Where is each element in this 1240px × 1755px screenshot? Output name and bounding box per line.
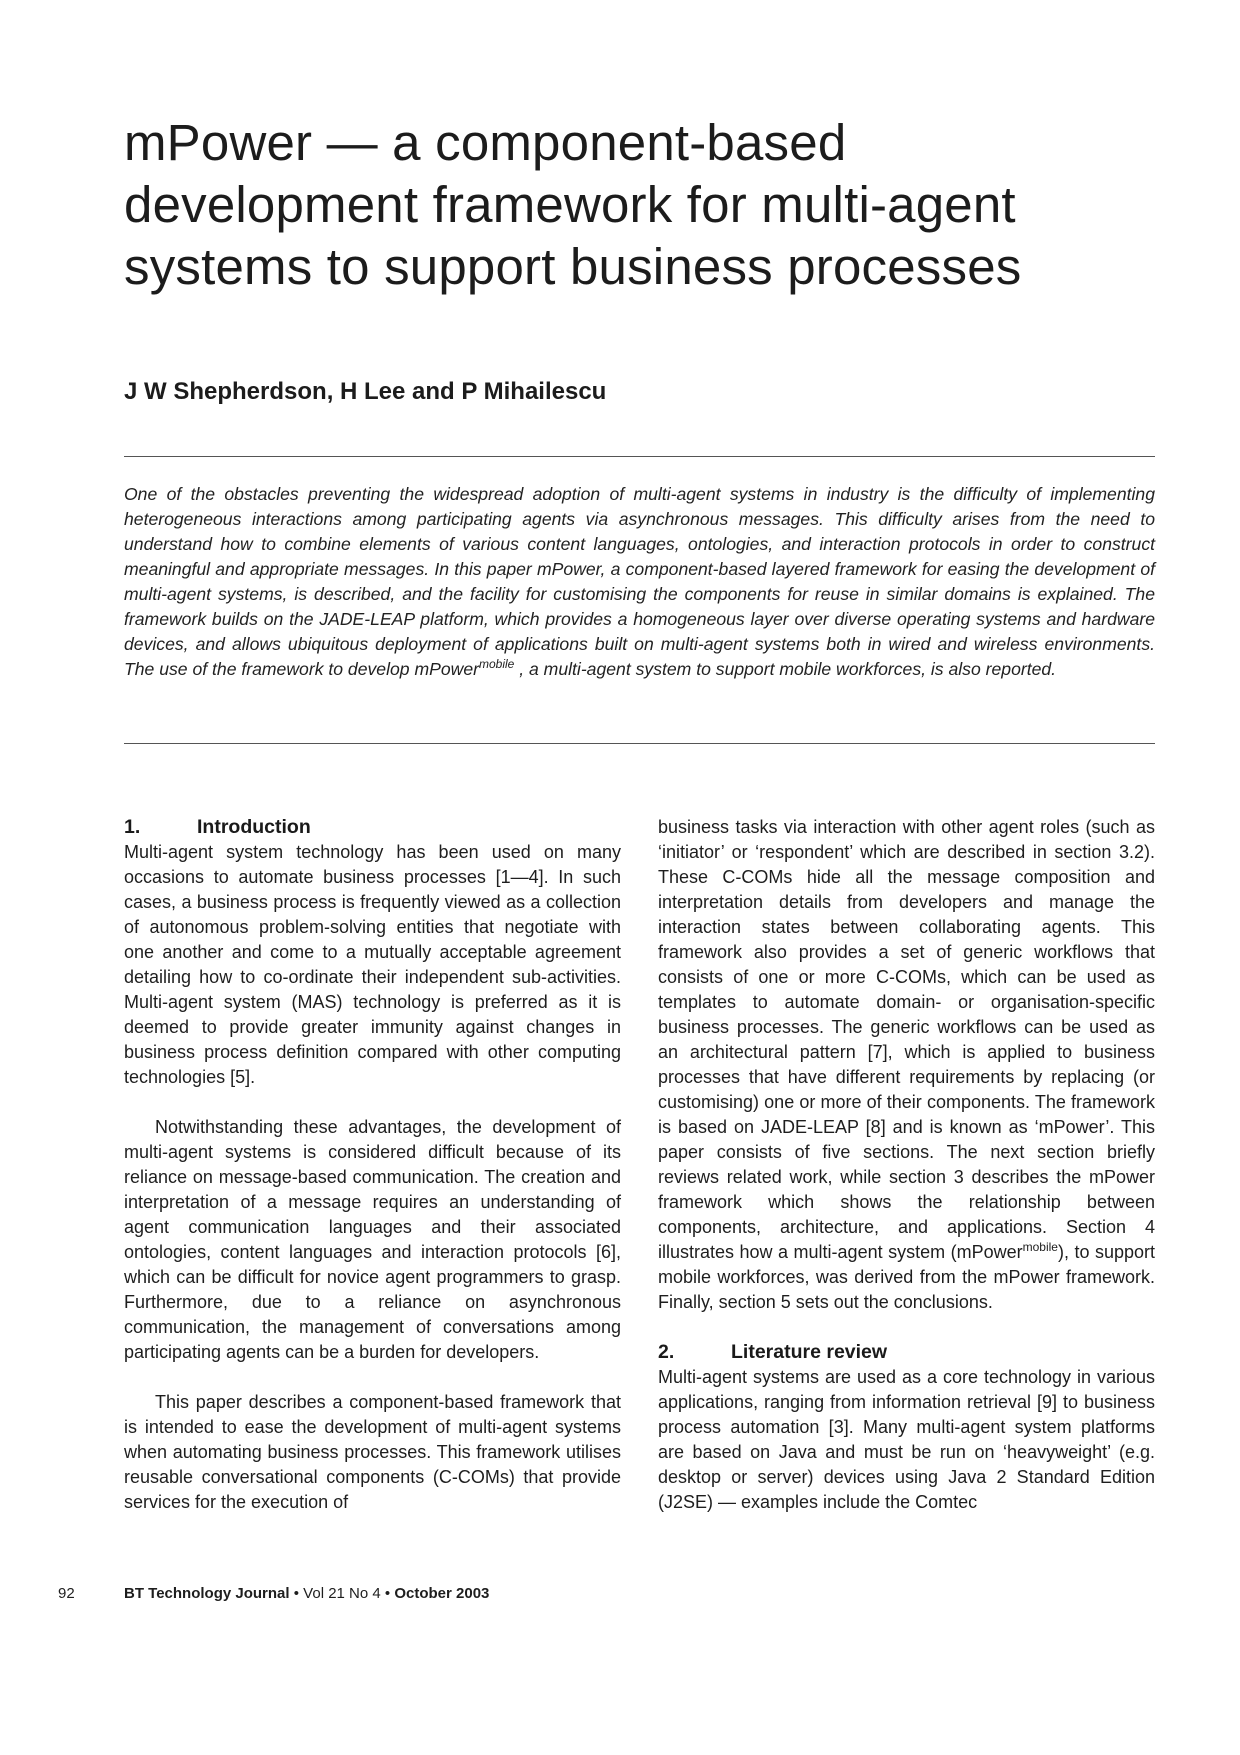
separator: • (380, 1585, 395, 1602)
journal-name: BT Technology Journal (124, 1585, 290, 1602)
paragraph: This paper describes a component-based framework that is intended to ease the development of multi-agent systems when automating business processes. This framework utilises reusable conversational components (C-COMs) that provide services for the execution of (124, 1392, 621, 1512)
separator: • (289, 1585, 304, 1602)
abstract-text-end: , a multi-agent system to support mobile workforces, is also reported. (514, 659, 1057, 679)
section-heading-literature-review (658, 1340, 1155, 1365)
abstract-text: One of the obstacles preventing the widespread adoption of multi-agent systems in industry is the difficulty of implementing heterogeneous interactions among participating agents via asynchronous messages. This difficulty arises from the need to understand how to combine elements of various content languages, ontologies, and interaction protocols in order to construct meaningful and appropriate messages. In this paper mPower, a component-based layered framework for easing the development of multi-agent systems, is described, and the facility for customising the components for reuse in similar domains is explained. The framework builds on the JADE-LEAP platform, which provides a homogeneous layer over diverse operating systems and hardware devices, and allows ubiquitous deployment of applications built on multi-agent systems both in wired and wireless environments. The use of the framework to develop mPower (124, 484, 1155, 679)
paper-title: mPower — a component-based development framework for multi-agent systems to support business processes (124, 114, 1022, 295)
paragraph-text: business tasks via interaction with other agent roles (such as ‘initiator’ or ‘respondent’ which are described in section 3.2). These C-COMs hide all the message composition and interpretation details from developers and manage the interaction states between collaborating agents. This framework also provides a set of generic workflows that consists of one or more C-COMs, which can be used as templates to automate domain- or organisation-specific business processes. The generic workflows can be used as an architectural pattern [7], which is applied to business processes that have different requirements by replacing (or customising) one or more of their components. The framework is based on JADE-LEAP [8] and is known as ‘mPower’. This paper consists of five sections. The next section briefly reviews related work, while section 3 describes the mPower framework which shows the relationship between components, architecture, and applications. Section 4 illustrates how a multi-agent system (mPower (658, 817, 1155, 1262)
section-title: Literature review (731, 1341, 888, 1363)
right-column (658, 815, 1155, 1515)
section-heading-introduction (124, 815, 621, 840)
left-column (124, 815, 621, 1515)
volume: Vol 21 No 4 (303, 1585, 381, 1602)
page-number: 92 (58, 1585, 75, 1602)
abstract-top-rule (124, 456, 1155, 457)
issue-date: October 2003 (394, 1585, 490, 1602)
section-number: 1. (124, 816, 141, 838)
abstract-bottom-rule (124, 743, 1155, 744)
authors: J W Shepherdson, H Lee and P Mihailescu (124, 378, 607, 405)
superscript: mobile (1022, 1240, 1058, 1254)
section-number: 2. (658, 1341, 675, 1363)
paragraph: Multi-agent systems are used as a core technology in various applications, ranging from information retrieval [9] to business process automation [3]. Many multi-agent system platforms are based on Java and must be run on ‘heavyweight’ (e.g. desktop or server) devices using Java 2 Standard Edition (J2SE) — examples include the Comtec (658, 1367, 1155, 1512)
paragraph: Multi-agent system technology has been used on many occasions to automate business processes [1—4]. In such cases, a business process is frequently viewed as a collection of autonomous problem-solving entities that negotiate with one another and come to a mutually acceptable agreement detailing how to co-ordinate their independent sub-activities. Multi-agent system (MAS) technology is preferred as it is deemed to provide greater immunity against changes in business process definition compared with other computing technologies [5]. (124, 842, 621, 1087)
paragraph: Notwithstanding these advantages, the development of multi-agent systems is considered difficult because of its reliance on message-based communication. The creation and interpretation of a message requires an understanding of agent communication languages and their associated ontologies, content languages and interaction protocols [6], which can be difficult for novice agent programmers to grasp. Furthermore, due to a reliance on asynchronous communication, the management of conversations among participating agents can be a burden for developers. (124, 1117, 621, 1362)
paragraph-text-end: ), to support mobile workforces, was derived from the mPower framework. Finally, section 5 sets out the conclusions. (658, 1242, 1156, 1312)
abstract-superscript: mobile (478, 657, 515, 671)
abstract (124, 482, 1155, 682)
journal-info (124, 1585, 489, 1602)
section-title: Introduction (197, 816, 311, 838)
paragraph-continued (658, 815, 1155, 1315)
